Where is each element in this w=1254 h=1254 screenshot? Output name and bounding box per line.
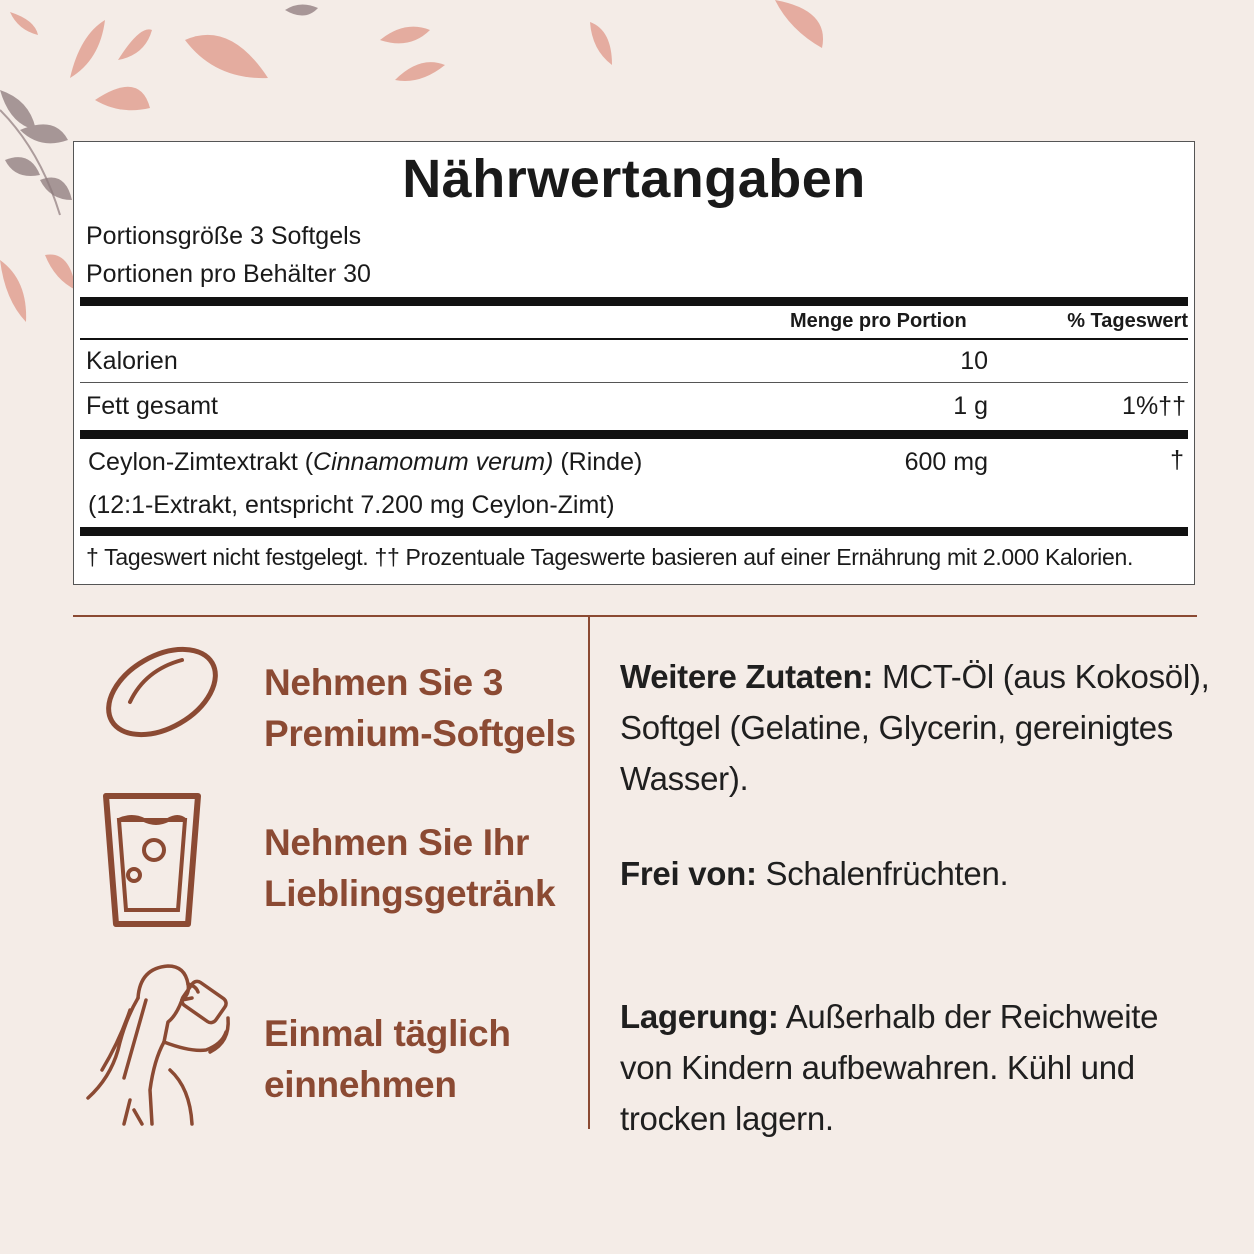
- rule: [80, 382, 1188, 383]
- servings-per-container: Portionen pro Behälter 30: [86, 260, 371, 288]
- free-from-text: Schalenfrüchten.: [756, 855, 1009, 892]
- step-3-line2: einnehmen: [264, 1064, 457, 1105]
- nutrition-facts-panel: [73, 141, 1195, 585]
- ingredients-label: Weitere Zutaten:: [620, 658, 874, 695]
- step-2-line2: Lieblingsgetränk: [264, 873, 556, 914]
- row-amount-calories: 10: [960, 347, 988, 375]
- extract-dv: †: [1170, 446, 1184, 474]
- step-1-text: [264, 657, 576, 759]
- storage-info: [620, 991, 1180, 1144]
- drinking-woman-icon: [80, 960, 260, 1130]
- column-header-amount: Menge pro Portion: [790, 310, 967, 332]
- rule: [80, 338, 1188, 340]
- row-name-fat: Fett gesamt: [86, 392, 218, 420]
- serving-size: Portionsgröße 3 Softgels: [86, 222, 362, 250]
- step-2-line1: Nehmen Sie Ihr: [264, 822, 530, 863]
- extract-name: [88, 448, 642, 477]
- section-divider: [73, 615, 1197, 617]
- step-3-text: [264, 1008, 511, 1110]
- free-from-label: Frei von:: [620, 855, 757, 892]
- ingredients-text: MCT-Öl (aus Kokosöl), Softgel (Gelatine, Glycerin, gereinigtes Wasser).: [620, 658, 1210, 797]
- row-amount-fat: 1 g: [953, 392, 988, 420]
- column-divider: [588, 617, 590, 1129]
- step-2-text: [264, 817, 555, 919]
- extract-name-latin: Cinnamomum verum): [313, 448, 554, 476]
- thick-rule: [80, 527, 1188, 536]
- extract-name-pre: Ceylon-Zimtextrakt (: [88, 448, 314, 476]
- column-header-daily-value: % Tageswert: [1067, 310, 1188, 332]
- step-1-line2: Premium-Softgels: [264, 713, 576, 754]
- panel-title: Nährwertangaben: [402, 149, 866, 209]
- row-name-calories: Kalorien: [86, 347, 178, 375]
- glass-icon: [102, 792, 202, 928]
- step-3-line1: Einmal täglich: [264, 1013, 511, 1054]
- footnote: † Tageswert nicht festgelegt. †† Prozentuale Tageswerte basieren auf einer Ernährung mit 2.000 Kalorien.: [86, 544, 1134, 570]
- extract-detail: (12:1-Extrakt, entspricht 7.200 mg Ceylon-Zimt): [88, 491, 615, 519]
- storage-label: Lagerung:: [620, 998, 779, 1035]
- softgel-icon: [100, 640, 224, 744]
- ingredients-info: [620, 651, 1220, 804]
- extract-name-post: (Rinde): [553, 448, 643, 476]
- step-1-line1: Nehmen Sie 3: [264, 662, 504, 703]
- thick-rule: [80, 430, 1188, 439]
- allergen-info: [620, 848, 1220, 899]
- row-dv-fat: 1%††: [1122, 392, 1186, 420]
- thick-rule: [80, 297, 1188, 306]
- extract-amount: 600 mg: [904, 448, 988, 476]
- storage-text: Außerhalb der Reichweite von Kindern aufbewahren. Kühl und trocken lagern.: [620, 998, 1159, 1137]
